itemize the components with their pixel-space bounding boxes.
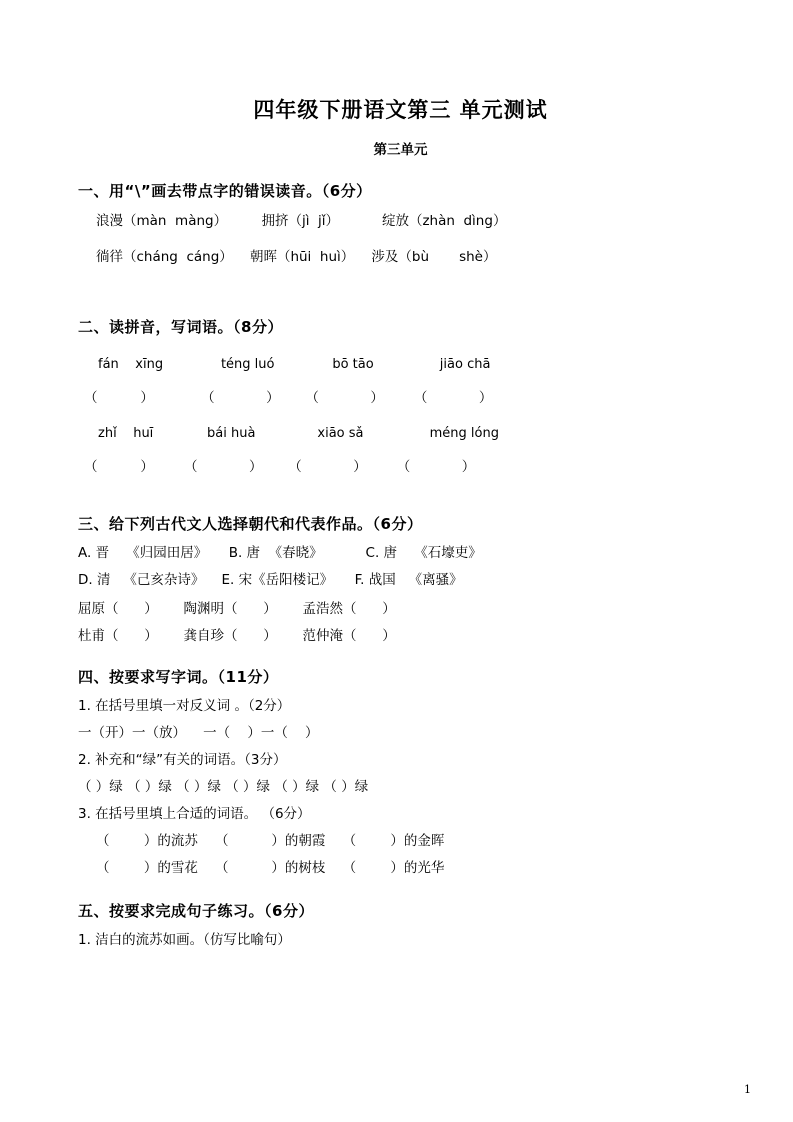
section-2-bracket-row-2[interactable]: （ ） （ ） （ ） （ ） — [84, 458, 476, 475]
spacer — [78, 268, 723, 294]
section-5-item-1: 1. 洁白的流苏如画。（仿写比喻句） — [78, 931, 291, 948]
section-2-bracket-row-1[interactable]: （ ） （ ） （ ） （ ） — [84, 389, 493, 406]
section-3-answer-row-2[interactable]: 杜甫（ ） 龚自珍（ ） 范仲淹（ ） — [78, 627, 396, 644]
page-title: 四年级下册语文第三 单元测试 — [253, 97, 548, 122]
section-1-heading: 一、用“\”画去带点字的错误读音。（6分） — [78, 182, 372, 200]
page-number: 1 — [744, 1083, 751, 1096]
section-2-heading: 二、读拼音，写词语。（8分） — [78, 317, 283, 336]
section-4-item-3-row-2[interactable]: （ ）的雪花 （ ）的树枝 （ ）的光华 — [96, 859, 445, 876]
spacer — [78, 475, 723, 489]
section-4-item-1: 1. 在括号里填一对反义词 。（2分） — [78, 697, 291, 714]
section-3-answer-row-1[interactable]: 屈原（ ） 陶渊明（ ） 孟浩然（ ） — [78, 600, 396, 617]
unit-subtitle: 第三单元 — [373, 142, 428, 158]
section-3-choices-2: D. 清 《己亥杂诗》 E. 宋《岳阳楼记》 F. 战国 《离骚》 — [78, 571, 463, 588]
section-2-pinyin-row-1: fán xīng téng luó bō tāo jiāo chā — [98, 356, 491, 372]
section-1-line-2: 徜徉（cháng cáng） 朝晖（hūi huì） 涉及（bù shè） — [96, 249, 497, 266]
section-5-heading: 五、按要求完成句子练习。（6分） — [78, 901, 314, 920]
section-4-heading: 四、按要求写字词。（11分） — [78, 667, 279, 686]
section-2-pinyin-row-2: zhǐ huī bái huà xiāo sǎ méng lóng — [98, 425, 499, 441]
section-4-item-2: 2. 补充和“绿”有关的词语。（3分） — [78, 751, 287, 768]
section-3-heading: 三、给下列古代文人选择朝代和代表作品。（6分） — [78, 514, 423, 533]
section-1-line-1: 浪漫（màn màng） 拥挤（jì jǐ） 绽放（zhàn dìng） — [96, 213, 507, 229]
section-3-choices-1: A. 晋 《归园田居》 B. 唐 《春晓》 C. 唐 《石壕吏》 — [78, 544, 482, 561]
section-4-item-3-row-1[interactable]: （ ）的流苏 （ ）的朝霞 （ ）的金晖 — [96, 832, 445, 849]
section-4-item-1-answer[interactable]: 一（开）一（放） 一（ ）一（ ） — [78, 724, 319, 741]
section-4-item-3: 3. 在括号里填上合适的词语。 （6分） — [78, 805, 311, 822]
section-4-item-2-answer[interactable]: （ ）绿 （ ）绿 （ ）绿 （ ）绿 （ ）绿 （ ）绿 — [78, 778, 369, 795]
